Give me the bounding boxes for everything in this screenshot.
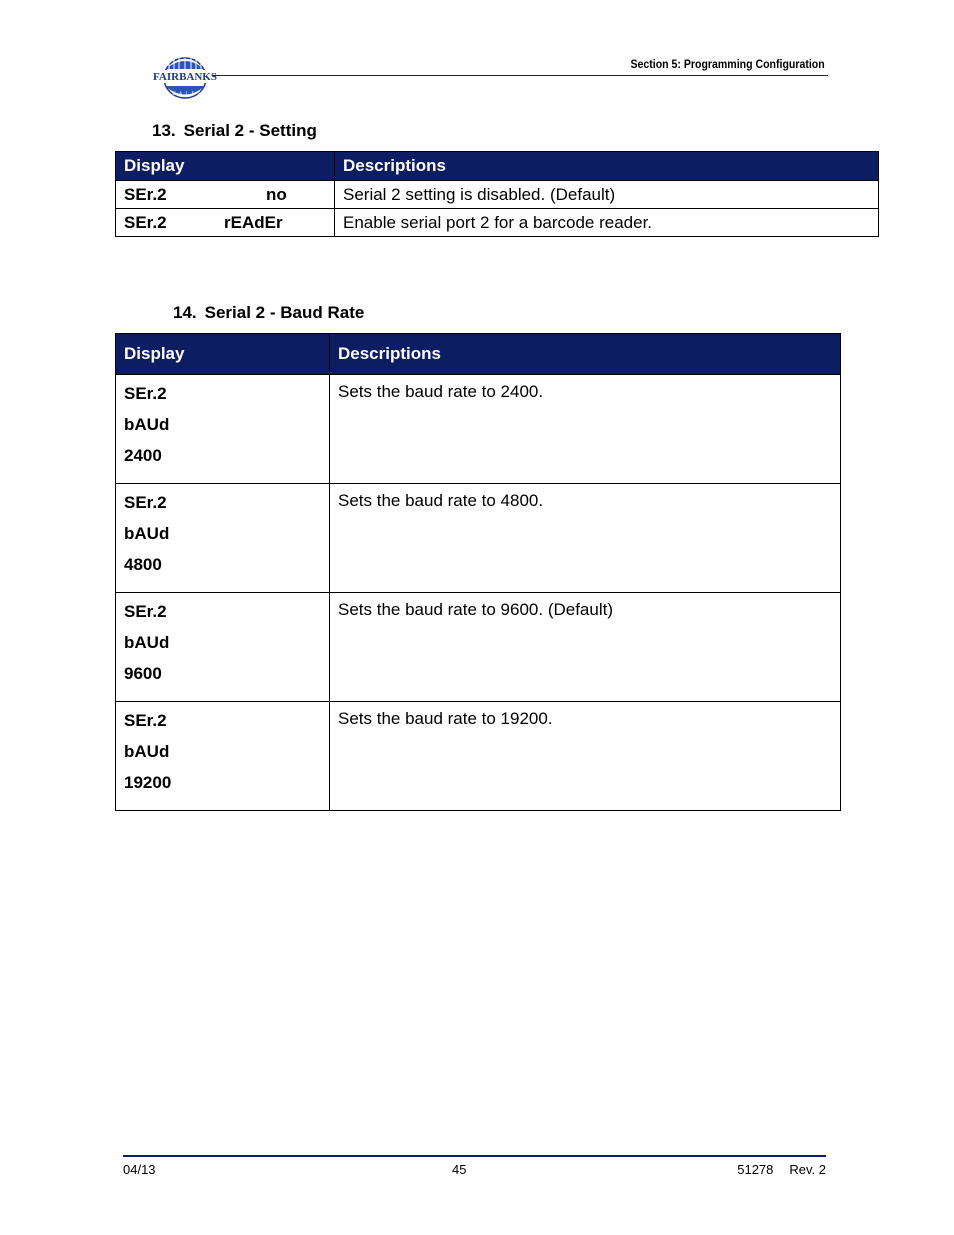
section-header-title: Section 5: Programming Configuration	[630, 57, 825, 71]
section-14-title: Serial 2 - Baud Rate	[204, 303, 365, 322]
display-code: SEr.2	[124, 212, 167, 232]
display-cell	[116, 593, 330, 702]
column-header-display: Display	[116, 334, 330, 375]
header-rule	[212, 75, 828, 76]
footer-revision: Rev. 2	[789, 1162, 826, 1177]
fairbanks-logo	[152, 55, 218, 101]
display-line-1: SEr.2	[124, 384, 167, 403]
table-header-row	[116, 152, 879, 181]
footer-doc-number: 51278	[737, 1162, 774, 1177]
display-line-1: SEr.2	[124, 711, 167, 730]
section-14-number: 14.	[173, 303, 197, 322]
table-row	[116, 702, 841, 811]
table-row	[116, 593, 841, 702]
serial2-baud-rate-table	[115, 333, 841, 811]
column-header-descriptions: Descriptions	[335, 152, 879, 181]
serial2-setting-table	[115, 151, 879, 237]
description-cell: Sets the baud rate to 4800.	[330, 484, 841, 593]
display-cell	[116, 181, 335, 209]
display-cell	[116, 702, 330, 811]
description-cell: Enable serial port 2 for a barcode reader.	[335, 209, 879, 237]
display-line-2: bAUd	[124, 415, 170, 434]
footer-date: 04/13	[123, 1162, 156, 1177]
footer-doc-info	[737, 1162, 826, 1177]
section-13-number: 13.	[152, 121, 176, 140]
display-cell	[116, 375, 330, 484]
display-value: no	[266, 184, 287, 204]
section-13-heading	[152, 121, 317, 141]
description-cell: Sets the baud rate to 19200.	[330, 702, 841, 811]
footer-rule	[123, 1155, 826, 1157]
display-cell	[116, 484, 330, 593]
column-header-display: Display	[116, 152, 335, 181]
table-row	[116, 181, 879, 209]
logo-wordmark: FAIRBANKS	[153, 71, 217, 83]
description-cell: Sets the baud rate to 9600. (Default)	[330, 593, 841, 702]
table-row	[116, 375, 841, 484]
display-line-1: SEr.2	[124, 493, 167, 512]
display-cell	[116, 209, 335, 237]
table-header-row	[116, 334, 841, 375]
display-line-3: 9600	[124, 664, 162, 683]
table-row	[116, 484, 841, 593]
description-cell: Sets the baud rate to 2400.	[330, 375, 841, 484]
section-14-heading	[173, 303, 364, 323]
display-line-2: bAUd	[124, 633, 170, 652]
display-line-3: 19200	[124, 773, 172, 792]
footer-page-number: 45	[452, 1162, 467, 1177]
display-value: rEAdEr	[224, 212, 283, 232]
section-13-title: Serial 2 - Setting	[183, 121, 317, 140]
column-header-descriptions: Descriptions	[330, 334, 841, 375]
display-line-3: 4800	[124, 555, 162, 574]
table-row	[116, 209, 879, 237]
description-cell: Serial 2 setting is disabled. (Default)	[335, 181, 879, 209]
display-line-3: 2400	[124, 446, 162, 465]
logo-subtext: SCALES	[166, 92, 204, 97]
display-code: SEr.2	[124, 184, 167, 204]
display-line-2: bAUd	[124, 742, 170, 761]
display-line-2: bAUd	[124, 524, 170, 543]
display-line-1: SEr.2	[124, 602, 167, 621]
